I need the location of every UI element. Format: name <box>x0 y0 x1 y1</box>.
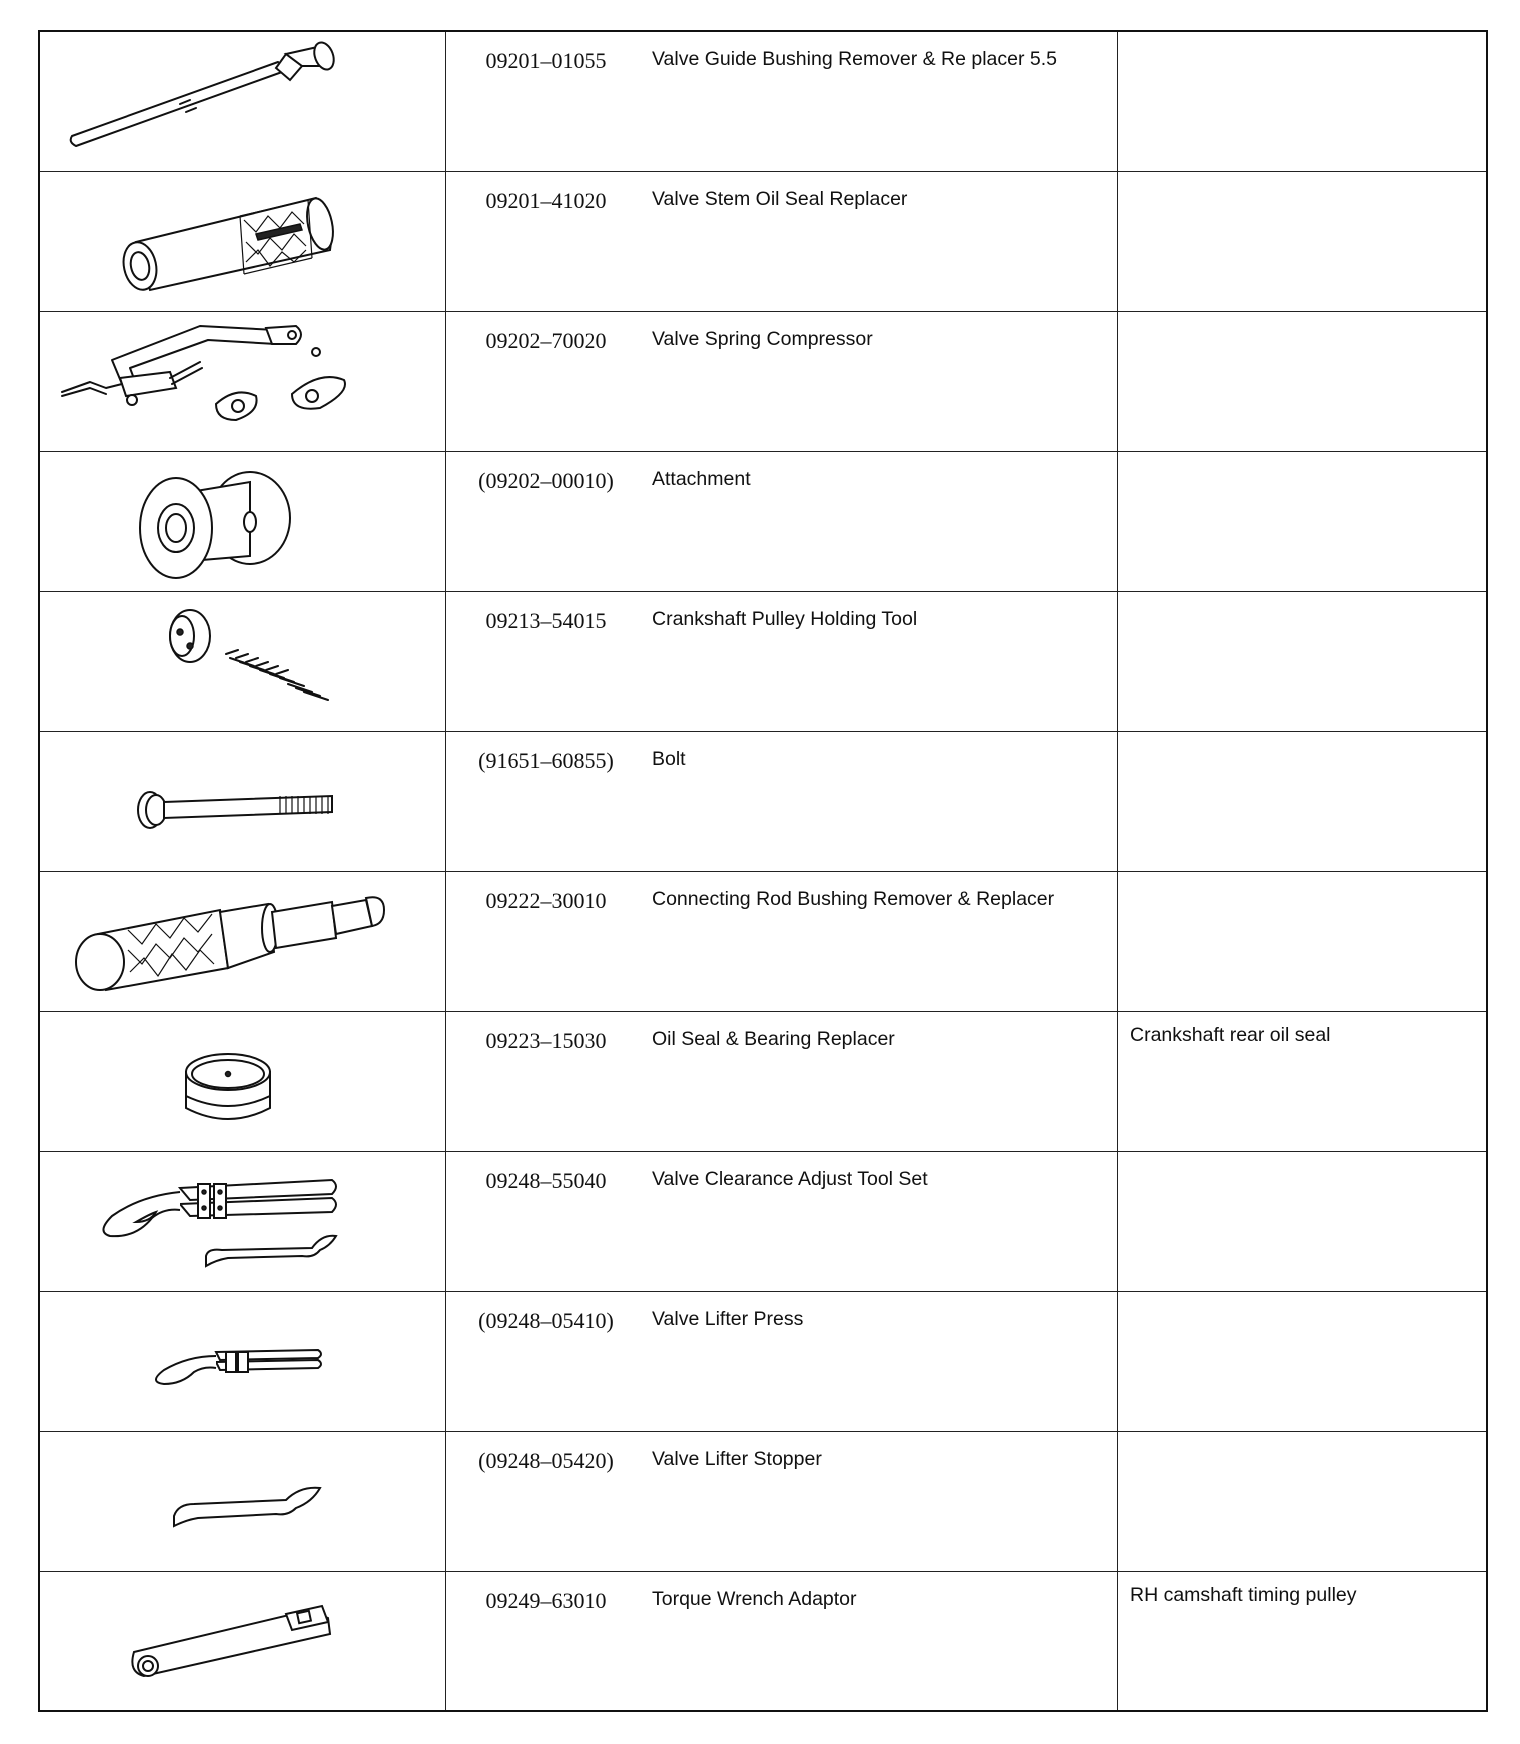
part-number: 09223–15030 <box>446 1011 647 1151</box>
table-row <box>39 1431 1487 1571</box>
table-row <box>39 171 1487 311</box>
oil-seal-replacer-icon <box>40 1012 445 1152</box>
tool-name: Bolt <box>646 731 1118 871</box>
illustration-cell <box>39 1291 446 1431</box>
valve-lifter-stopper-icon <box>40 1432 445 1572</box>
tool-note <box>1118 31 1488 171</box>
tool-note <box>1118 311 1488 451</box>
valve-guide-bushing-remover-icon <box>40 32 445 172</box>
part-number: 09202–70020 <box>446 311 647 451</box>
illustration-cell <box>39 1011 446 1151</box>
part-number: 09201–01055 <box>446 31 647 171</box>
table-row <box>39 1011 1487 1151</box>
tool-note <box>1118 1291 1488 1431</box>
tool-name: Valve Guide Bushing Remover & Re placer 5.5 <box>646 31 1118 171</box>
part-number: 09213–54015 <box>446 591 647 731</box>
tool-name: Valve Clearance Adjust Tool Set <box>646 1151 1118 1291</box>
illustration-cell <box>39 31 446 171</box>
part-number: (09202–00010) <box>446 451 647 591</box>
part-number: 09222–30010 <box>446 871 647 1011</box>
tool-note <box>1118 1151 1488 1291</box>
tool-note: RH camshaft timing pulley <box>1118 1571 1488 1711</box>
illustration-cell <box>39 731 446 871</box>
part-number: 09248–55040 <box>446 1151 647 1291</box>
part-number: 09249–63010 <box>446 1571 647 1711</box>
table-row <box>39 871 1487 1011</box>
valve-stem-oil-seal-replacer-icon <box>40 172 445 312</box>
special-service-tools-table <box>38 30 1488 1712</box>
tool-name: Attachment <box>646 451 1118 591</box>
table-row <box>39 1571 1487 1711</box>
tool-name: Valve Lifter Stopper <box>646 1431 1118 1571</box>
tool-note <box>1118 451 1488 591</box>
table-row <box>39 591 1487 731</box>
tool-name: Valve Stem Oil Seal Replacer <box>646 171 1118 311</box>
connecting-rod-bushing-remover-icon <box>40 872 445 1012</box>
illustration-cell <box>39 1151 446 1291</box>
valve-lifter-press-icon <box>40 1292 445 1432</box>
part-number: (09248–05420) <box>446 1431 647 1571</box>
tool-note <box>1118 591 1488 731</box>
table-row <box>39 1291 1487 1431</box>
part-number: (91651–60855) <box>446 731 647 871</box>
tool-note: Crankshaft rear oil seal <box>1118 1011 1488 1151</box>
crankshaft-pulley-holding-tool-icon <box>40 592 445 732</box>
tool-note <box>1118 871 1488 1011</box>
torque-wrench-adaptor-icon <box>40 1572 445 1712</box>
tool-name: Crankshaft Pulley Holding Tool <box>646 591 1118 731</box>
illustration-cell <box>39 591 446 731</box>
table-row <box>39 451 1487 591</box>
table-row <box>39 731 1487 871</box>
tool-note <box>1118 171 1488 311</box>
illustration-cell <box>39 1431 446 1571</box>
tool-name: Connecting Rod Bushing Remover & Replacer <box>646 871 1118 1011</box>
table-row <box>39 1151 1487 1291</box>
illustration-cell <box>39 1571 446 1711</box>
illustration-cell <box>39 171 446 311</box>
valve-spring-compressor-icon <box>40 312 445 452</box>
tool-name: Valve Lifter Press <box>646 1291 1118 1431</box>
illustration-cell <box>39 311 446 451</box>
bolt-icon <box>40 732 445 872</box>
tool-note <box>1118 1431 1488 1571</box>
attachment-icon <box>40 452 445 592</box>
table-row <box>39 311 1487 451</box>
tool-name: Valve Spring Compressor <box>646 311 1118 451</box>
illustration-cell <box>39 871 446 1011</box>
table-row <box>39 31 1487 171</box>
part-number: 09201–41020 <box>446 171 647 311</box>
tool-name: Oil Seal & Bearing Replacer <box>646 1011 1118 1151</box>
tool-name: Torque Wrench Adaptor <box>646 1571 1118 1711</box>
part-number: (09248–05410) <box>446 1291 647 1431</box>
tool-note <box>1118 731 1488 871</box>
valve-clearance-tool-set-icon <box>40 1152 445 1292</box>
illustration-cell <box>39 451 446 591</box>
